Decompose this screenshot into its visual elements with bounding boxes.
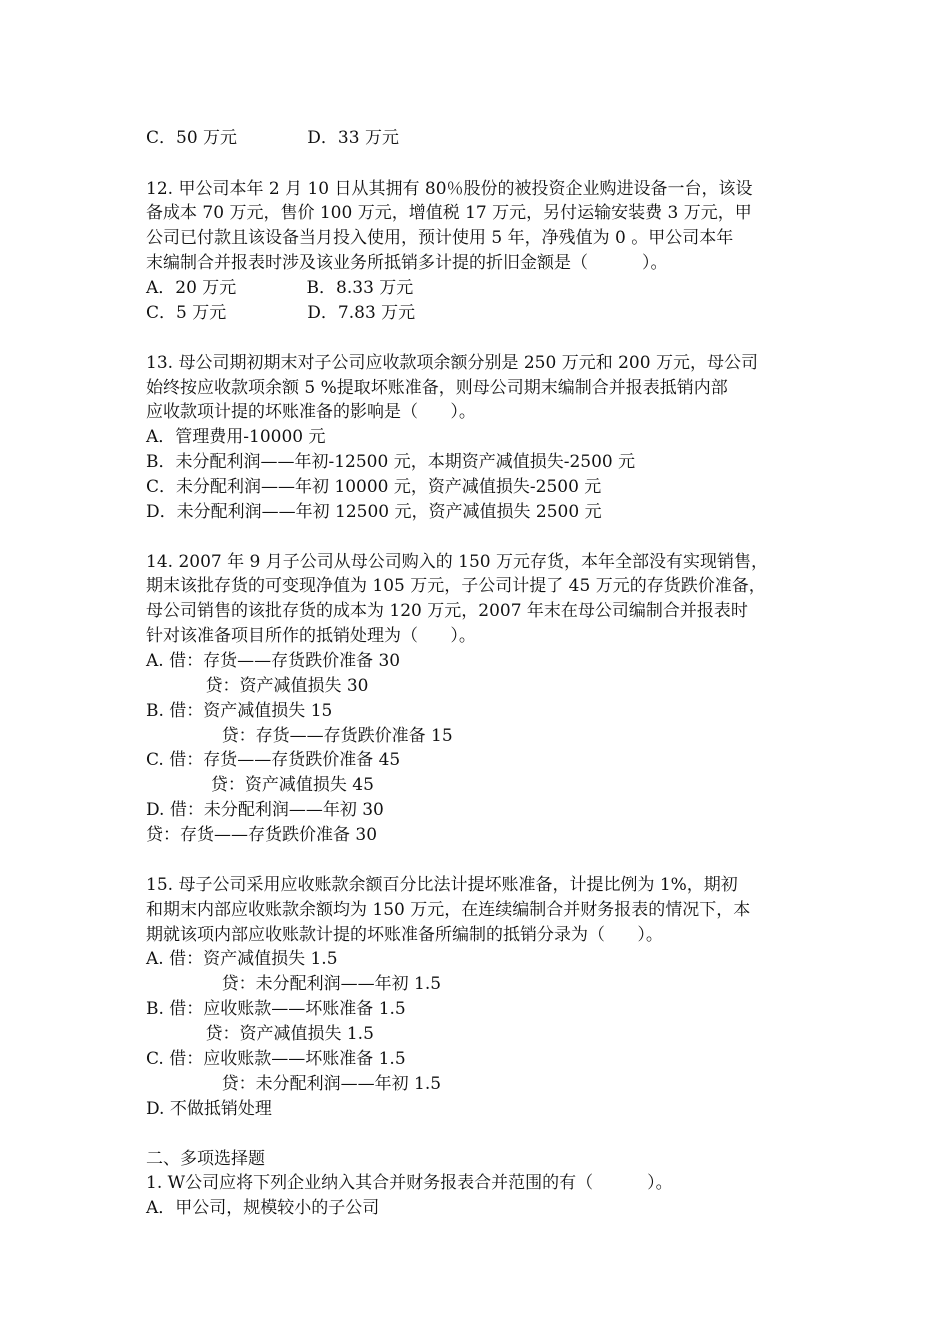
section-heading-multiple-choice: 二、多项选择题: [146, 1149, 265, 1169]
q15-stem-line-3: 期就该项内部应收账款计提的坏账准备所编制的抵销分录为（ ）。: [146, 925, 663, 945]
q14-option-a-credit: 贷：资产减值损失 30: [146, 676, 369, 696]
q14-option-a-debit: A. 借：存货——存货跌价准备 30: [146, 651, 401, 671]
q12-stem-line-1: 12. 甲公司本年 2 月 10 日从其拥有 80％股份的被投资企业购进设备一台，该设: [146, 179, 753, 199]
q14-option-b-credit: 贷：存货——存货跌价准备 15: [146, 726, 453, 746]
q14-stem-line-1: 14. 2007 年 9 月子公司从母公司购入的 150 万元存货，本年全部没有实现销售，: [146, 552, 768, 572]
q13-option-b: B．未分配利润——年初-12500 元，本期资产减值损失-2500 元: [146, 452, 636, 472]
q15-option-a-debit: A. 借：资产减值损失 1.5: [146, 949, 338, 969]
mc-q1-stem: 1. W公司应将下列企业纳入其合并财务报表合并范围的有（ ）。: [146, 1173, 673, 1193]
q12-stem-line-3: 公司已付款且该设备当月投入使用，预计使用 5 年，净残值为 0 。甲公司本年: [146, 228, 734, 248]
q12-options-cd: C．5 万元 D．7.83 万元: [146, 303, 416, 323]
q14-option-b-debit: B. 借：资产减值损失 15: [146, 701, 333, 721]
q12-options-ab: A．20 万元 B．8.33 万元: [146, 278, 414, 298]
q14-option-c-credit: 贷：资产减值损失 45: [146, 775, 374, 795]
q14-stem-line-4: 针对该准备项目所作的抵销处理为（ ）。: [146, 626, 476, 646]
q13-stem-line-1: 13. 母公司期初期末对子公司应收款项余额分别是 250 万元和 200 万元，母公司: [146, 353, 758, 373]
q15-option-a-credit: 贷：未分配利润——年初 1.5: [146, 974, 442, 994]
q15-option-c-debit: C. 借：应收账款——坏账准备 1.5: [146, 1049, 406, 1069]
q14-stem-line-3: 母公司销售的该批存货的成本为 120 万元，2007 年末在母公司编制合并报表时: [146, 601, 748, 621]
q15-stem-line-2: 和期末内部应收账款余额均为 150 万元，在连续编制合并财务报表的情况下，本: [146, 900, 751, 920]
q13-option-d: D．未分配利润——年初 12500 元，资产减值损失 2500 元: [146, 502, 602, 522]
q14-option-c-debit: C. 借：存货——存货跌价准备 45: [146, 750, 401, 770]
q12-stem-line-2: 备成本 70 万元，售价 100 万元，增值税 17 万元，另付运输安装费 3 万元，甲: [146, 203, 752, 223]
mc-q1-option-a: A．甲公司，规模较小的子公司: [146, 1198, 380, 1218]
q13-option-a: A．管理费用-10000 元: [146, 427, 326, 447]
q12-stem-line-4: 末编制合并报表时涉及该业务所抵销多计提的折旧金额是（ ）。: [146, 253, 668, 273]
q13-option-c: C．未分配利润——年初 10000 元，资产减值损失-2500 元: [146, 477, 602, 497]
q14-option-d-credit: 贷：存货——存货跌价准备 30: [146, 825, 378, 845]
q13-stem-line-2: 始终按应收款项余额 5 %提取坏账准备，则母公司期末编制合并报表抵销内部: [146, 378, 728, 398]
q15-option-b-debit: B. 借：应收账款——坏账准备 1.5: [146, 999, 406, 1019]
q14-option-d-debit: D. 借：未分配利润——年初 30: [146, 800, 384, 820]
q15-option-c-credit: 贷：未分配利润——年初 1.5: [146, 1074, 442, 1094]
q15-option-d: D. 不做抵销处理: [146, 1099, 272, 1119]
q11-options-cd: C．50 万元 D．33 万元: [146, 128, 399, 148]
q13-stem-line-3: 应收款项计提的坏账准备的影响是（ ）。: [146, 402, 476, 422]
q15-stem-line-1: 15. 母子公司采用应收账款余额百分比法计提坏账准备，计提比例为 1%，期初: [146, 875, 738, 895]
q15-option-b-credit: 贷：资产减值损失 1.5: [146, 1024, 374, 1044]
q14-stem-line-2: 期末该批存货的可变现净值为 105 万元，子公司计提了 45 万元的存货跌价准备，: [146, 576, 766, 596]
